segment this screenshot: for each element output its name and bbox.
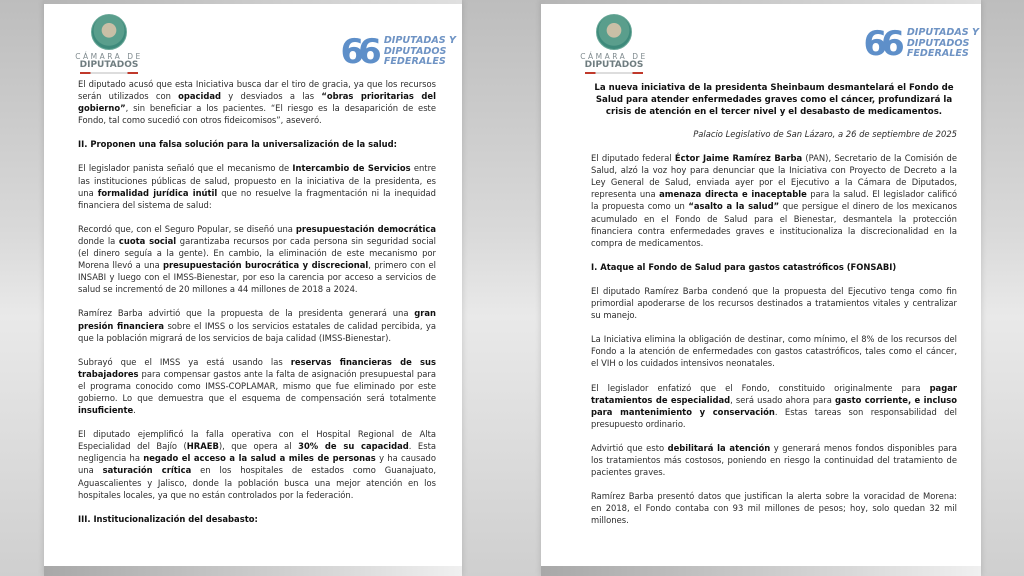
paragraph: El diputado acusó que esta Iniciativa busca dar el tiro de gracia, ya que los recursos serán utilizados con opacidad y desviados a las “obras prioritarias del gobierno”, sin beneficiar a los pacientes. “El riesgo es la desaparición de este Fondo, tal como sucedió con otros fideicomisos”, aseveró.	[78, 79, 436, 126]
national-seal-icon	[596, 14, 632, 50]
section-heading: III. Institucionalización del desabasto:	[78, 513, 258, 524]
paragraph: El legislador panista señaló que el mecanismo de Intercambio de Servicios entre las instituciones públicas de salud, propuesto en la iniciativa de la presidenta, es una formalidad jurídica inútil que no resuelve la fragmentación ni la inequidad financiera del sistema de salud:	[78, 163, 436, 210]
paragraph: Ramírez Barba advirtió que la propuesta de la presidenta generará una gran presión financiera sobre el IMSS o los servicios estatales de calidad percibida, ya que la población migrará de los servicios de baja calidad (IMSS-Bienestar).	[78, 308, 436, 343]
federal-line-2: DIPUTADOS	[906, 37, 970, 49]
press-release-title: La nueva iniciativa de la presidenta Sheinbaum desmantelará el Fondo de Salud para atender enfermedades graves como el cáncer, profundizará la crisis de atención en el tercer nivel y el desabasto de medicamentos.	[594, 83, 954, 117]
legislatura-number: 66	[340, 31, 376, 72]
national-seal-icon	[91, 14, 127, 50]
logo-text-camara: CÁMARA DE	[75, 52, 143, 61]
section-heading: II. Proponen una falsa solución para la universalización de la salud:	[78, 139, 397, 150]
logo-text-diputados: DIPUTADOS	[584, 60, 644, 70]
section-heading: I. Ataque al Fondo de Salud para gastos catastróficos (FONSABI)	[591, 261, 897, 272]
federal-line-3: FEDERALES	[383, 56, 446, 67]
federal-logo-text	[907, 28, 979, 60]
paragraph: El diputado Ramírez Barba condenó que la propuesta del Ejecutivo tenga como fin primordial apoderarse de los recursos destinados a tratamientos vitales y centralizar su manejo.	[591, 285, 957, 321]
legislatura-66-logo	[863, 23, 980, 64]
paragraph: Subrayó que el IMSS ya está usando las reservas financieras de sus trabajadores para compensar gastos ante la falta de asignación presupuestal para el programa conocido como IMSS-COPLAMAR, mismo que fue eliminado por este gobierno. Lo que demuestra que el esquema de compensación será totalmente insuficiente.	[78, 356, 436, 416]
legislatura-66-logo	[340, 31, 457, 72]
federal-line-1: DIPUTADAS Y	[383, 35, 456, 46]
camara-de-diputados-logo	[579, 14, 649, 74]
document-page-right	[541, 0, 981, 576]
logo-text-diputados: DIPUTADOS	[79, 60, 139, 70]
page-header	[44, 0, 462, 78]
paragraph: Ramírez Barba presentó datos que justifican la alerta sobre la voracidad de Morena: en 2018, el Fondo contaba con 93 mil millones de pesos; hoy, solo quedan 32 mil millones.	[591, 491, 957, 526]
logo-rule	[80, 72, 138, 74]
paragraph: El diputado ejemplificó la falla operativa con el Hospital Regional de Alta Especialidad del Bajío (HRAEB), que opera al 30% de su capacidad. Esta negligencia ha negado el acceso a la salud a miles de personas y ha causado una saturación crítica en los hospitales de estados como Guanajuato, Aguascalientes y Jalisco, donde la población busca una mejor atención en los hospitales locales, ya que no están controlados por la federación.	[78, 429, 437, 500]
dateline: Palacio Legislativo de San Lázaro, a 26 de septiembre de 2025	[693, 129, 957, 139]
federal-logo-text	[384, 36, 456, 68]
paragraph: Recordó que, con el Seguro Popular, se diseñó una presupuestación democrática donde la cuota social garantizaba recursos por cada persona sin seguridad social (el dinero seguía a la gente). En cambio, la eliminación de este mecanismo por Morena llevó a una presupuestación burocrática y discrecional, primero con el INSABI y luego con el IMSS-Bienestar, por eso la carencia por acceso a servicios de salud se incrementó de 20 millones a 44 millones de 2018 a 2024.	[78, 223, 437, 295]
camara-de-diputados-logo	[74, 14, 144, 74]
paragraph: El diputado federal Éctor Jaime Ramírez Barba (PAN), Secretario de la Comisión de Salud, alzó la voz hoy para denunciar que la Iniciativa con Proyecto de Decreto a la Ley General de Salud, enviada ayer por el Ejecutivo a la Cámara de Diputados, representa una amenaza directa e inaceptable para la salud. El legislador calificó la propuesta como un “asalto a la salud” que persigue el dinero de los mexicanos acumulado en el Fondo de Salud para el Bienestar, desmantela la protección financiera contra enfermedades graves e institucionaliza la discrecionalidad en la compra de medicamentos.	[591, 153, 958, 248]
federal-line-2: DIPUTADOS	[383, 45, 447, 57]
logo-rule	[585, 72, 643, 74]
paragraph: El legislador enfatizó que el Fondo, constituido originalmente para pagar tratamientos de especialidad, será usado ahora para gasto corriente, e incluso para mantenimiento y conservación. Estas tareas son responsabilidad del presupuesto ordinario.	[591, 382, 957, 429]
paragraph: La Iniciativa elimina la obligación de destinar, como mínimo, el 8% de los recursos del Fondo a la atención de enfermedades con gastos catastróficos, tales como el cáncer, el VIH o los cuidados intensivos neonatales.	[591, 334, 957, 369]
federal-line-1: DIPUTADAS Y	[906, 27, 979, 38]
federal-line-3: FEDERALES	[906, 48, 969, 59]
page-header	[541, 0, 981, 78]
document-page-left	[44, 0, 462, 576]
paragraph: Advirtió que esto debilitará la atención y generará menos fondos disponibles para los tratamientos más costosos, poniendo en riesgo la continuidad del tratamiento de pacientes graves.	[591, 442, 957, 478]
legislatura-number: 66	[863, 23, 899, 64]
page-body	[541, 82, 981, 526]
page-body	[44, 78, 462, 525]
logo-text-camara: CÁMARA DE	[580, 52, 648, 61]
